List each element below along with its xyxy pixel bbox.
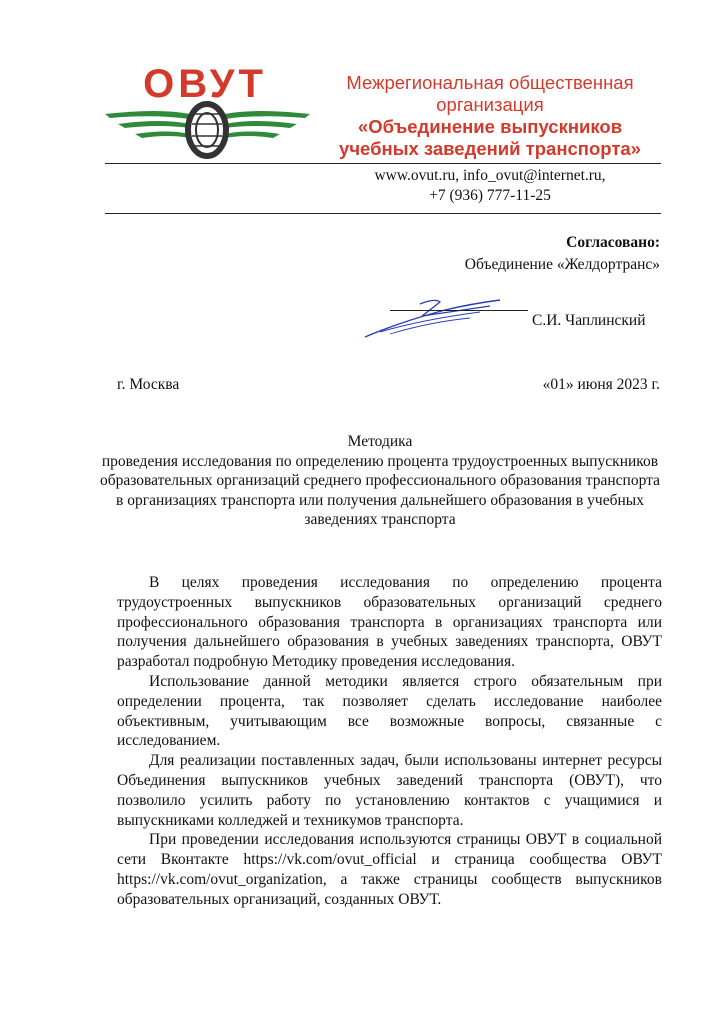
- handwritten-signature: [360, 292, 505, 342]
- organization-name: [325, 72, 655, 160]
- document-body: [117, 573, 662, 910]
- document-subtitle: проведения исследования по определению процента трудоустроенных выпускников образовательных организаций среднего профессионального образования транспорта в организациях транспорта или получения дальнейшего образования в учебных заведениях транспорта: [100, 452, 660, 528]
- document-date: «01» июня 2023 г.: [542, 376, 660, 393]
- document-title: Методика: [347, 433, 413, 450]
- document-title-block: [100, 432, 660, 530]
- approval-organization: Объединение «Желдортранс»: [464, 256, 660, 273]
- header-divider-bottom: [105, 213, 661, 214]
- winged-wheel-icon: [100, 62, 315, 162]
- org-name-line-2: организация: [436, 94, 544, 115]
- signature-line: [390, 310, 528, 311]
- approval-block: [465, 232, 660, 276]
- paragraph: В целях проведения исследования по определению процента трудоустроенных выпускников образовательных организаций среднего профессионального образования транспорта в организациях транспорта или получения дальнейшего образования в учебных заведениях транспорта, ОВУТ разработал подробную Методику проведения исследования.: [117, 574, 662, 671]
- contacts-web-email: www.ovut.ru, info_ovut@internet.ru,: [374, 167, 606, 184]
- signer-name: С.И. Чаплинский: [532, 312, 646, 329]
- approval-title: Согласовано:: [566, 234, 660, 251]
- org-name-line-1: Межрегиональная общественная: [346, 72, 634, 93]
- ovut-logo: [100, 62, 315, 162]
- header-divider-top: [105, 163, 661, 164]
- city: г. Москва: [117, 376, 180, 393]
- org-name-line-4: учебных заведений транспорта»: [339, 138, 641, 159]
- logo-text: ОВУТ: [143, 62, 267, 106]
- paragraph: Для реализации поставленных задач, были использованы интернет ресурсы Объединения выпускников учебных заведений транспорта (ОВУТ), что позволило усилить работу по установлению контактов с учащимися и выпускниками колледжей и техникумов транспорта.: [117, 752, 662, 829]
- contacts-block: [325, 166, 655, 206]
- paragraph: При проведении исследования используются страницы ОВУТ в социальной сети Вконтакте https://vk.com/ovut_official и страница сообщества ОВУТ https://vk.com/ovut_organization, а также страницы сообществ выпускников образовательных организаций, созданных ОВУТ.: [117, 831, 662, 908]
- paragraph: Использование данной методики является строго обязательным при определении процента, так позволяет сделать исследование наиболее объективным, учитывающим все возможные вопросы, связанные с исследованием.: [117, 672, 662, 750]
- org-name-line-3: «Объединение выпускников: [357, 116, 623, 137]
- contacts-phone: +7 (936) 777-11-25: [429, 187, 551, 204]
